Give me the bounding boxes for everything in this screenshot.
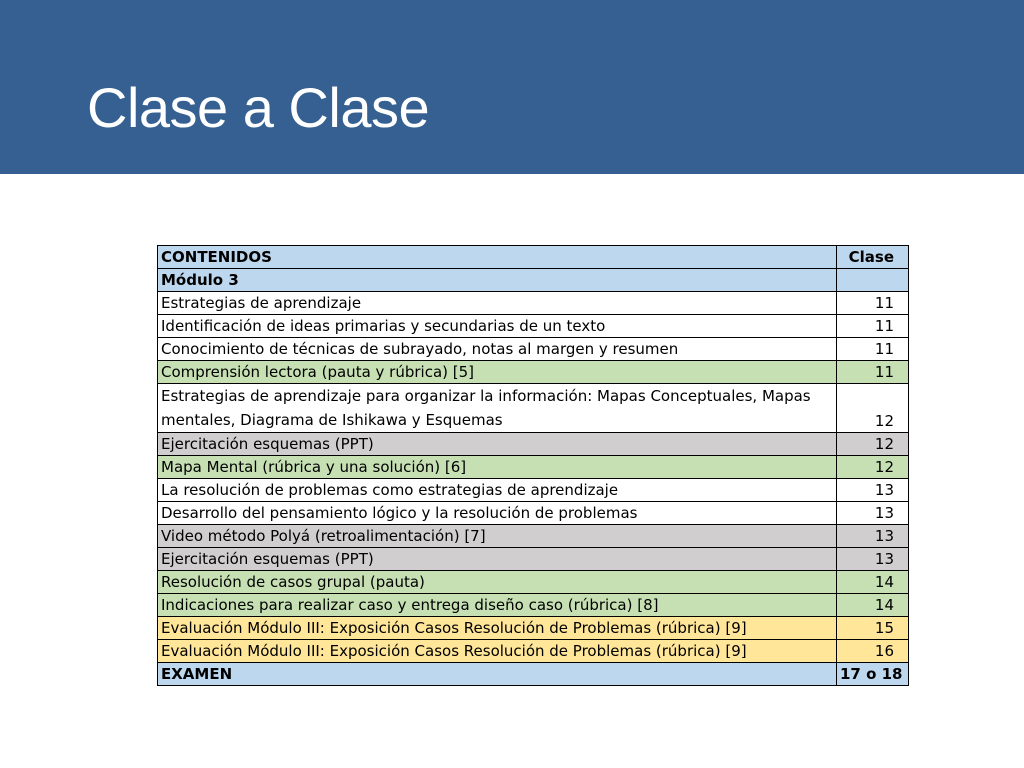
row-clase: 13 bbox=[837, 479, 909, 502]
row-clase: 12 bbox=[837, 433, 909, 456]
table-row bbox=[158, 433, 909, 456]
row-contenido: Conocimiento de técnicas de subrayado, notas al margen y resumen bbox=[158, 338, 837, 361]
row-contenido: Comprensión lectora (pauta y rúbrica) [5] bbox=[158, 361, 837, 384]
table-row bbox=[158, 525, 909, 548]
slide-title: Clase a Clase bbox=[87, 76, 430, 139]
row-clase: 11 bbox=[837, 338, 909, 361]
row-contenido: Ejercitación esquemas (PPT) bbox=[158, 433, 837, 456]
row-clase: 11 bbox=[837, 361, 909, 384]
row-contenido: Video método Polyá (retroalimentación) [7] bbox=[158, 525, 837, 548]
table-row bbox=[158, 361, 909, 384]
row-clase: 11 bbox=[837, 315, 909, 338]
row-contenido: Evaluación Módulo III: Exposición Casos Resolución de Problemas (rúbrica) [9] bbox=[158, 640, 837, 663]
row-clase: 13 bbox=[837, 548, 909, 571]
row-contenido: Desarrollo del pensamiento lógico y la resolución de problemas bbox=[158, 502, 837, 525]
row-clase: 13 bbox=[837, 525, 909, 548]
row-clase: 13 bbox=[837, 502, 909, 525]
row-clase: 12 bbox=[837, 384, 909, 433]
table-row bbox=[158, 502, 909, 525]
title-banner bbox=[0, 0, 1024, 174]
row-contenido: Indicaciones para realizar caso y entrega diseño caso (rúbrica) [8] bbox=[158, 594, 837, 617]
row-contenido: Estrategias de aprendizaje para organizar la información: Mapas Conceptuales, Mapas mentales, Diagrama de Ishikawa y Esquemas bbox=[158, 384, 837, 433]
table-row bbox=[158, 640, 909, 663]
table-row bbox=[158, 548, 909, 571]
table-row bbox=[158, 663, 909, 686]
row-clase: 14 bbox=[837, 594, 909, 617]
row-clase: 14 bbox=[837, 571, 909, 594]
table-row bbox=[158, 315, 909, 338]
row-contenido: Evaluación Módulo III: Exposición Casos Resolución de Problemas (rúbrica) [9] bbox=[158, 617, 837, 640]
table-row bbox=[158, 571, 909, 594]
table-row bbox=[158, 456, 909, 479]
table-header-row bbox=[158, 246, 909, 269]
table-row bbox=[158, 594, 909, 617]
row-contenido: Mapa Mental (rúbrica y una solución) [6] bbox=[158, 456, 837, 479]
row-contenido: EXAMEN bbox=[158, 663, 837, 686]
table-row bbox=[158, 617, 909, 640]
row-contenido: Módulo 3 bbox=[158, 269, 837, 292]
row-clase: 16 bbox=[837, 640, 909, 663]
row-clase: 11 bbox=[837, 292, 909, 315]
row-contenido: La resolución de problemas como estrategias de aprendizaje bbox=[158, 479, 837, 502]
table-row bbox=[158, 269, 909, 292]
row-clase: 15 bbox=[837, 617, 909, 640]
header-clase: Clase bbox=[837, 246, 909, 269]
row-contenido: Identificación de ideas primarias y secundarias de un texto bbox=[158, 315, 837, 338]
table-row bbox=[158, 292, 909, 315]
row-contenido: Estrategias de aprendizaje bbox=[158, 292, 837, 315]
contents-table bbox=[157, 245, 909, 686]
row-contenido: Resolución de casos grupal (pauta) bbox=[158, 571, 837, 594]
table-row bbox=[158, 479, 909, 502]
row-clase: 12 bbox=[837, 456, 909, 479]
row-contenido: Ejercitación esquemas (PPT) bbox=[158, 548, 837, 571]
table-row bbox=[158, 338, 909, 361]
row-clase: 17 o 18 bbox=[837, 663, 909, 686]
header-contenidos: CONTENIDOS bbox=[158, 246, 837, 269]
table-row bbox=[158, 384, 909, 433]
row-clase bbox=[837, 269, 909, 292]
